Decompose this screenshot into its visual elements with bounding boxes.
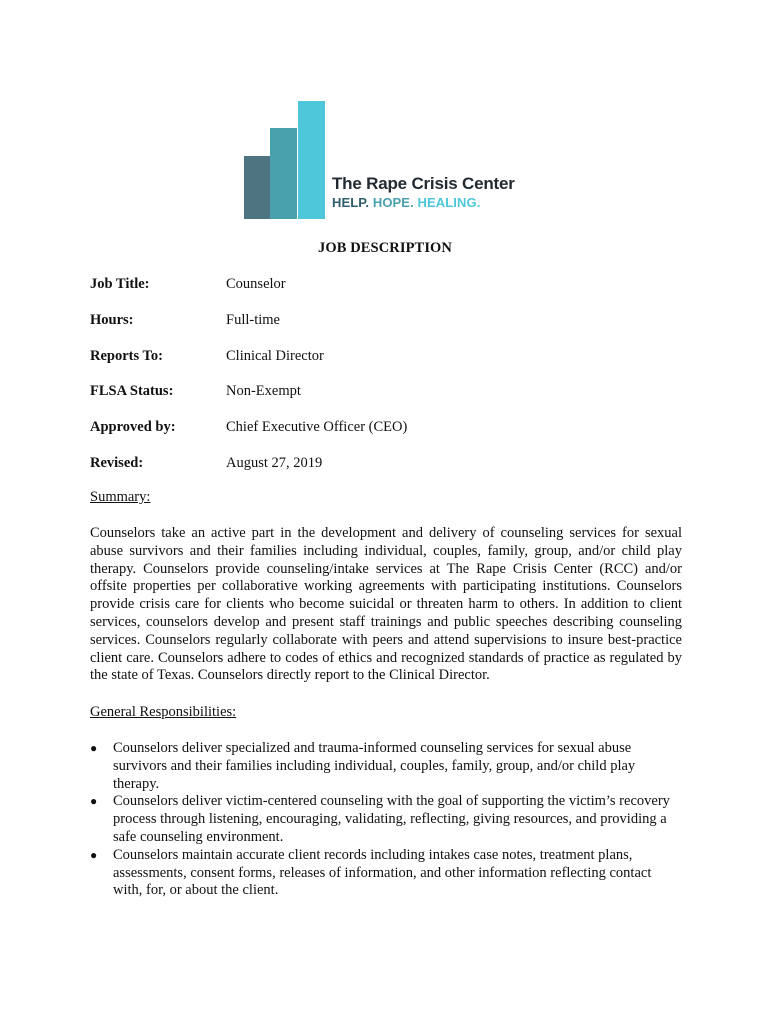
list-item-text: Counselors deliver victim-centered counseling with the goal of supporting the victim’s recovery process through listening, encouraging, validating, reflecting, giving resources, and providing a safe counseling environment. <box>113 793 670 845</box>
logo-bar-dark <box>244 156 271 219</box>
document-title: JOB DESCRIPTION <box>317 240 453 256</box>
field-label: Approved by: <box>90 419 176 436</box>
logo-tagline <box>332 195 480 210</box>
tagline-help: HELP. <box>332 195 370 210</box>
bullet-icon: ● <box>90 794 98 809</box>
field-row-hours <box>90 312 690 348</box>
list-item-text: Counselors deliver specialized and trauma-informed counseling services for sexual abuse survivors and their families including individual, couples, family, group, and/or child play therapy. <box>113 740 636 792</box>
field-label: Hours: <box>90 311 134 328</box>
responsibilities-list <box>90 740 682 900</box>
field-row-approved-by <box>90 419 690 455</box>
bullet-icon: ● <box>90 847 98 862</box>
field-value: Counselor <box>226 276 286 292</box>
general-responsibilities-heading: General Responsibilities: <box>90 704 237 720</box>
field-value: Non-Exempt <box>226 383 301 400</box>
field-row-reports-to <box>90 348 690 384</box>
field-row-job-title <box>90 276 690 312</box>
tagline-healing: HEALING. <box>417 195 481 210</box>
summary-paragraph: Counselors take an active part in the development and delivery of counseling services for sexual abuse survivors and their families including individual, couples, family, group, and/or child play therapy. Counselors provide counseling/intake services at The Rape Crisis Center (RCC) and/or offsite properties per collaborative working agreements with participating institutions. Counselors provide crisis care for clients who become suicidal or threaten harm to others. In addition to client services, counselors develop and present staff trainings and public speeches describing counseling services. Counselors regularly collaborate with peers and attend supervisions to insure best-practice client care. Counselors adhere to codes of ethics and recognized standards of practice as regulated by the state of Texas. Counselors directly report to the Clinical Director. <box>90 525 682 684</box>
field-label: Revised: <box>90 454 144 471</box>
field-row-flsa-status <box>90 383 690 419</box>
summary-heading: Summary: <box>90 489 151 505</box>
field-label: Reports To: <box>90 347 163 364</box>
list-item <box>90 793 682 846</box>
field-value: August 27, 2019 <box>226 454 323 471</box>
list-item <box>90 740 682 793</box>
field-value: Full-time <box>226 311 280 328</box>
field-label: Job Title: <box>90 276 150 292</box>
list-item <box>90 847 682 900</box>
logo-bar-light <box>298 101 325 219</box>
tagline-hope: HOPE. <box>372 195 414 210</box>
job-fields <box>90 276 690 491</box>
organization-logo <box>244 99 534 219</box>
bullet-icon: ● <box>90 741 98 755</box>
logo-bar-mid <box>270 128 297 219</box>
field-value: Chief Executive Officer (CEO) <box>226 419 408 436</box>
field-row-revised <box>90 455 690 491</box>
list-item-text: Counselors maintain accurate client records including intakes case notes, treatment plans, assessments, consent forms, releases of information, and other information reflecting contact with, for, or about the client. <box>113 846 652 899</box>
logo-org-name: The Rape Crisis Center <box>332 174 515 193</box>
field-value: Clinical Director <box>226 347 324 364</box>
field-label: FLSA Status: <box>90 383 174 400</box>
